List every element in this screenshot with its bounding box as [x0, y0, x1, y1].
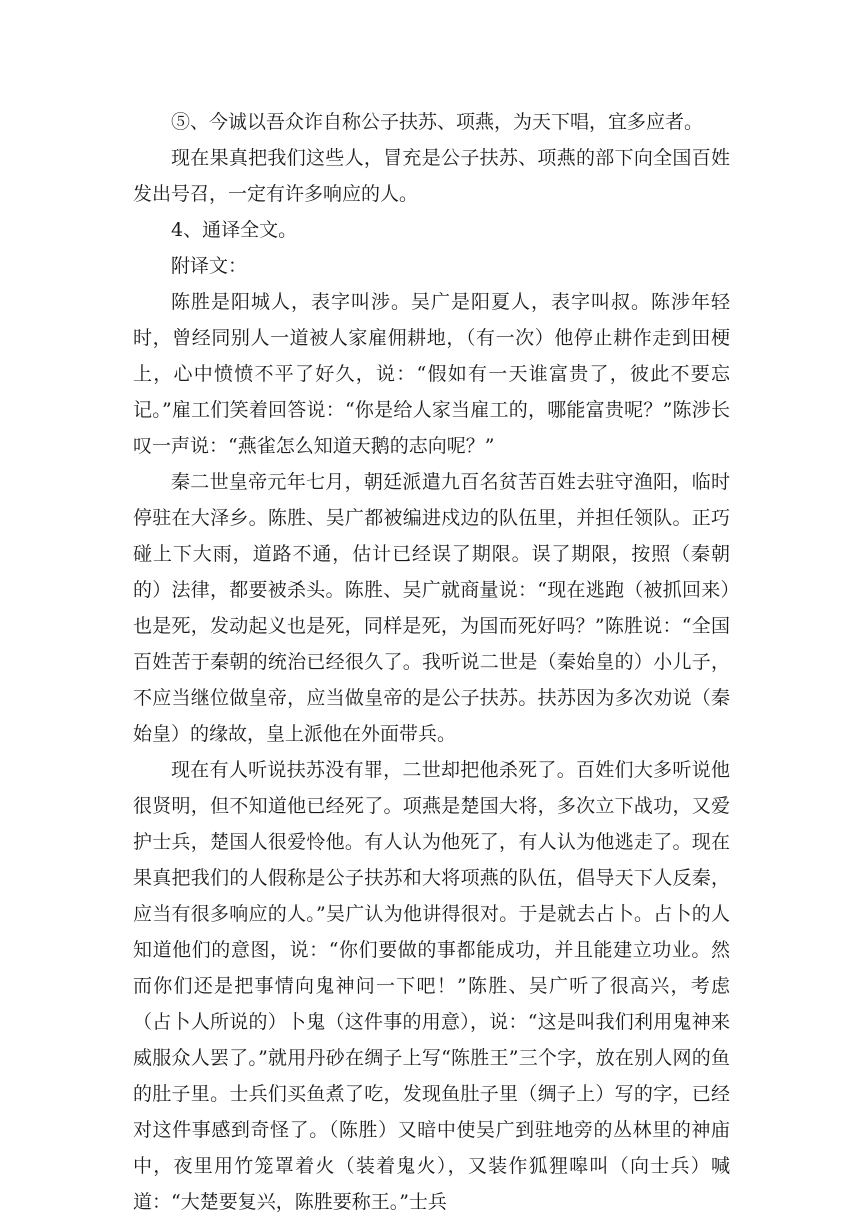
paragraph-translation-heading: 附译文： — [171, 255, 248, 277]
document-page — [133, 104, 730, 1220]
paragraph-item-5-sentence: ⑤、今诚以吾众诈自称公子扶苏、项燕，为天下唱，宜多应者。 — [171, 111, 704, 133]
paragraph-item-5-translation: 现在果真把我们这些人，冒充是公子扶苏、项燕的部下向全国百姓发出号召，一定有许多响应的人。 — [133, 147, 730, 205]
paragraph-translation-1: 陈胜是阳城人，表字叫涉。吴广是阳夏人，表字叫叔。陈涉年轻时，曾经同别人一道被人家雇佣耕地，（有一次）他停止耕作走到田梗上，心中愤愤不平了好久，说：“假如有一天谁富贵了，彼此不要忘记。”雇工们笑着回答说：“你是给人家当雇工的，哪能富贵呢？”陈涉长叹一声说：“燕雀怎么知道天鹅的志向呢？” — [133, 291, 730, 457]
paragraph-translation-2: 秦二世皇帝元年七月，朝廷派遣九百名贫苦百姓去驻守渔阳，临时停驻在大泽乡。陈胜、吴广都被编进戍边的队伍里，并担任领队。正巧碰上下大雨，道路不通，估计已经误了期限。误了期限，按照（秦朝的）法律，都要被杀头。陈胜、吴广就商量说：“现在逃跑（被抓回来）也是死，发动起义也是死，同样是死，为国而死好吗？”陈胜说：“全国百姓苦于秦朝的统治已经很久了。我听说二世是（秦始皇的）小儿子，不应当继位做皇帝，应当做皇帝的是公子扶苏。扶苏因为多次劝说（秦始皇）的缘故，皇上派他在外面带兵。 — [133, 471, 730, 745]
paragraph-translation-3: 现在有人听说扶苏没有罪，二世却把他杀死了。百姓们大多听说他很贤明，但不知道他已经死了。项燕是楚国大将，多次立下战功，又爱护士兵，楚国人很爱怜他。有人认为他死了，有人认为他逃走了。现在果真把我们的人假称是公子扶苏和大将项燕的队伍，倡导天下人反秦，应当有很多响应的人。”吴广认为他讲得很对。于是就去占卜。占卜的人知道他们的意图，说：“你们要做的事都能成功，并且能建立功业。然而你们还是把事情向鬼神问一下吧！”陈胜、吴广听了很高兴，考虑（占卜人所说的）卜鬼（这件事的用意），说：“这是叫我们利用鬼神来威服众人罢了。”就用丹砂在绸子上写“陈胜王”三个字，放在别人网的鱼的肚子里。士兵们买鱼煮了吃，发现鱼肚子里（绸子上）写的字，已经对这件事感到奇怪了。（陈胜）又暗中使吴广到驻地旁的丛林里的神庙中，夜里用竹笼罩着火（装着鬼火），又装作狐狸嗥叫（向士兵）喊道：“大楚要复兴，陈胜要称王。”士兵 — [133, 759, 730, 1213]
paragraph-question-4: 4、通译全文。 — [171, 219, 298, 241]
